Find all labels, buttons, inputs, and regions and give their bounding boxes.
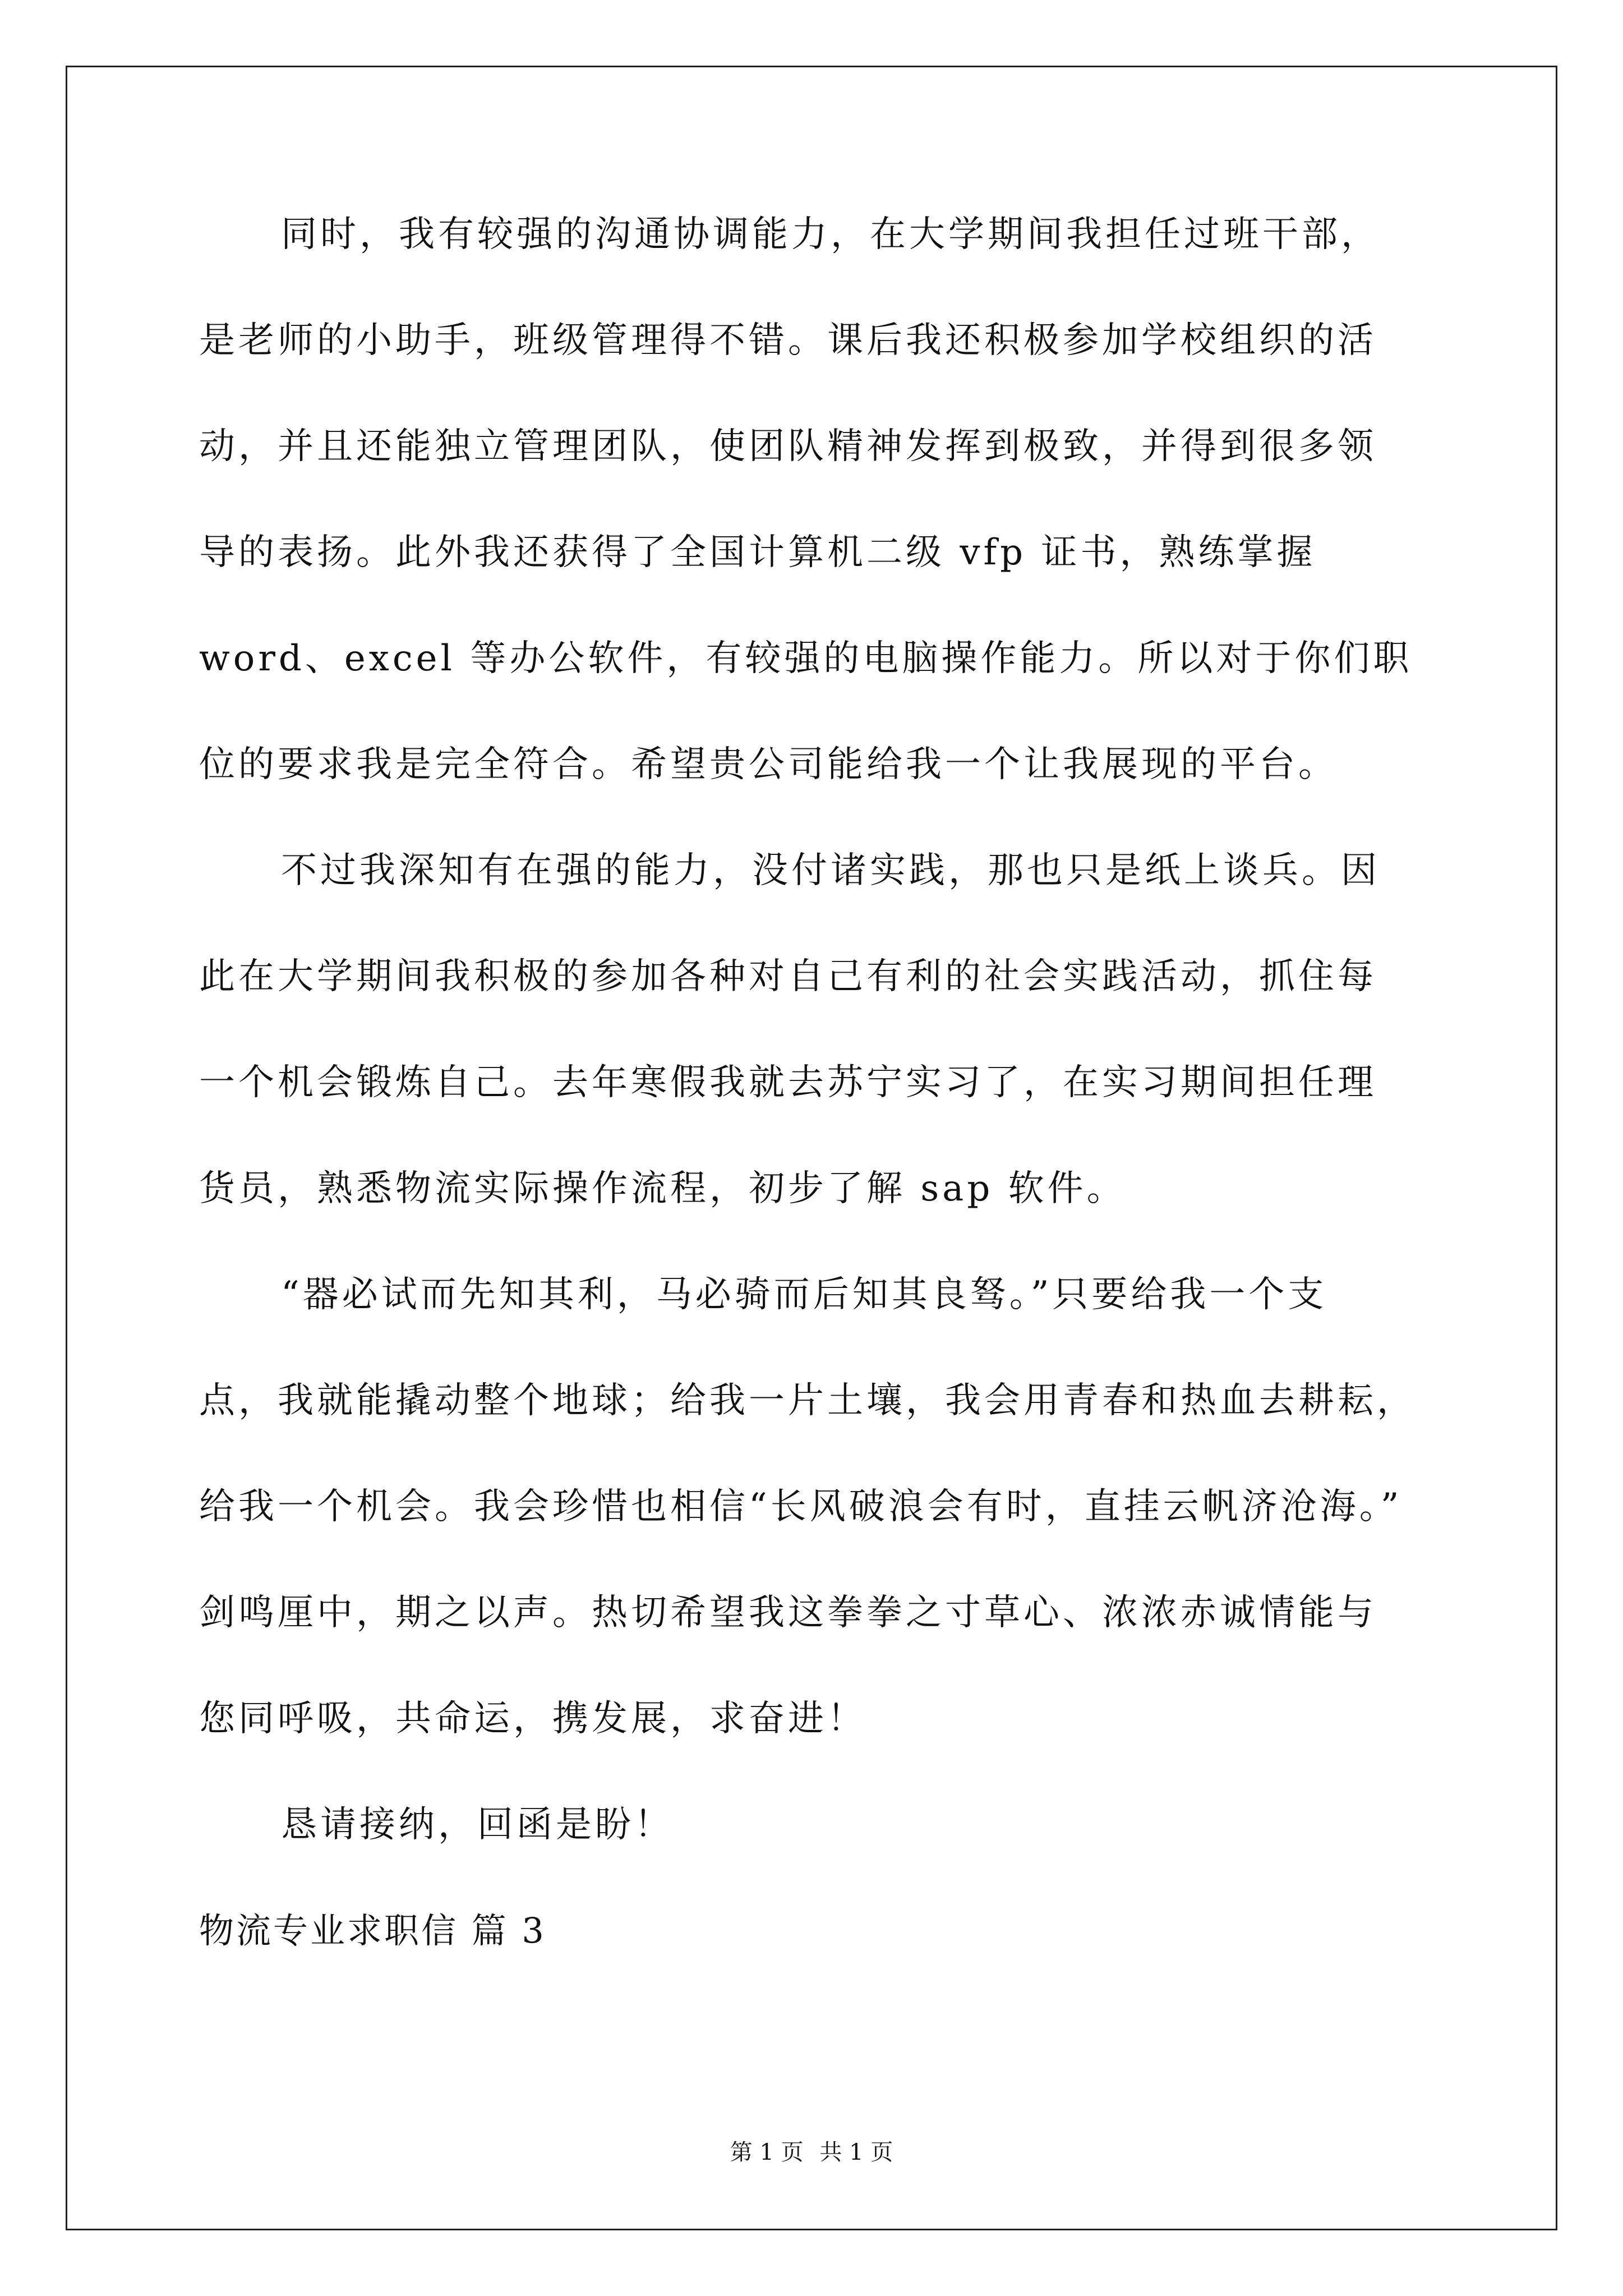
text-line: “器必试而先知其利，马必骑而后知其良驽。”只要给我一个支 xyxy=(281,1274,1327,1315)
text-line: 位的要求我是完全符合。希望贵公司能给我一个让我展现的平台。 xyxy=(199,744,1338,785)
text-line: 动，并且还能独立管理团队，使团队精神发挥到极致，并得到很多领 xyxy=(199,426,1377,467)
text-line: word、excel 等办公软件，有较强的电脑操作能力。所以对于你们职 xyxy=(199,638,1413,679)
page-number-total: 共 1 页 xyxy=(819,2139,893,2165)
text-line: 点，我就能撬动整个地球；给我一片土壤，我会用青春和热血去耕耘， xyxy=(199,1380,1416,1421)
section-heading: 物流专业求职信 篇 3 xyxy=(199,1910,546,1951)
text-line: 此在大学期间我积极的参加各种对自己有利的社会实践活动，抓住每 xyxy=(199,956,1377,997)
text-line: 一个机会锻炼自己。去年寒假我就去苏宁实习了，在实习期间担任理 xyxy=(199,1062,1377,1103)
text-line: 货员，熟悉物流实际操作流程，初步了解 sap 软件。 xyxy=(199,1168,1126,1209)
page-number-current: 第 1 页 xyxy=(730,2139,804,2165)
text-line: 不过我深知有在强的能力，没付诸实践，那也只是纸上谈兵。因 xyxy=(281,850,1380,891)
page-footer xyxy=(0,2138,1623,2166)
text-line: 是老师的小助手，班级管理得不错。课后我还积极参加学校组织的活 xyxy=(199,320,1377,361)
text-line: 恳请接纳，回函是盼！ xyxy=(281,1804,674,1846)
document-body xyxy=(199,212,1422,2014)
text-line: 同时，我有较强的沟通协调能力，在大学期间我担任过班干部， xyxy=(281,214,1380,255)
text-line: 剑鸣厘中，期之以声。热切希望我这拳拳之寸草心、浓浓赤诚情能与 xyxy=(199,1592,1377,1634)
text-line: 给我一个机会。我会珍惜也相信“长风破浪会有时，直挂云帆济沧海。” xyxy=(199,1486,1403,1527)
text-line: 导的表扬。此外我还获得了全国计算机二级 vfp 证书，熟练掌握 xyxy=(199,532,1316,573)
text-line: 您同呼吸，共命运，携发展，求奋进！ xyxy=(199,1698,866,1740)
